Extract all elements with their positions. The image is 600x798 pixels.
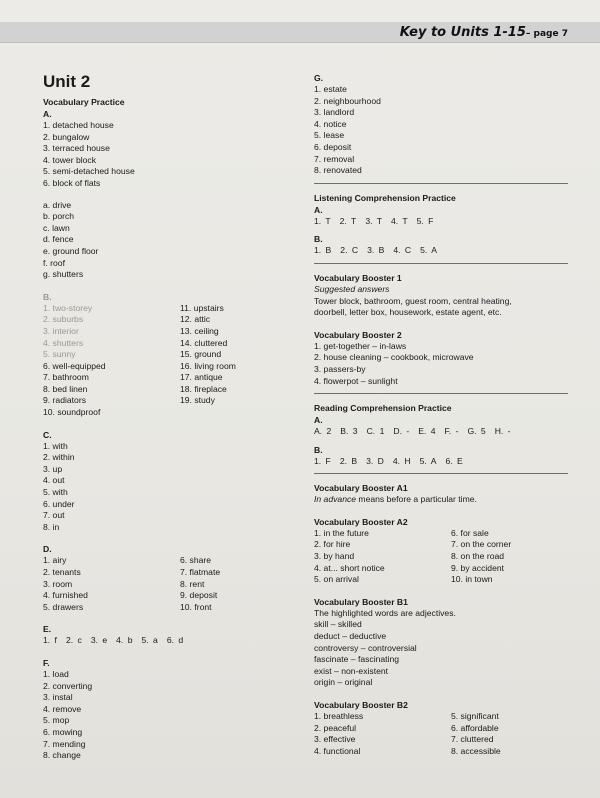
vocabulary-booster-b2-list: [314, 711, 570, 757]
answer: 3. D: [366, 455, 384, 466]
section-b-list: [43, 303, 283, 419]
list-item: 4. remove: [43, 703, 82, 714]
list-item: 8. change: [43, 750, 81, 761]
list-item: a. drive: [43, 199, 72, 210]
list-item: 5. with: [43, 487, 68, 498]
answer: B. 3: [340, 426, 358, 437]
list-item: c. lawn: [43, 222, 70, 233]
list-item: 1. load: [43, 668, 69, 679]
list-item: 3. terraced house: [43, 143, 110, 154]
reading-b-row: [314, 456, 570, 468]
answer: 4. C: [393, 245, 412, 256]
answer: 5. A: [420, 245, 437, 256]
vocabulary-booster-b2-heading: Vocabulary Booster B2: [314, 700, 408, 710]
list-item: g. shutters: [43, 269, 84, 280]
answer: G. 5: [467, 426, 486, 437]
right-column: [314, 72, 570, 757]
answer: 2. C: [340, 245, 359, 256]
answer: 5. A: [419, 455, 437, 466]
list-item: 2. peaceful: [314, 722, 357, 733]
list-item: 8. on the road: [451, 551, 505, 562]
list-item: 14. cluttered: [180, 337, 228, 348]
section-c-list: [43, 441, 283, 534]
word-pair: controversy – controversial: [314, 642, 417, 653]
text-line: The highlighted words are adjectives.: [314, 607, 456, 618]
answer: 1. F: [314, 455, 331, 466]
list-item: 3. instal: [43, 692, 73, 703]
list-item: 5. lease: [314, 130, 345, 141]
answer: 2. B: [339, 455, 358, 466]
listening-a-label: A.: [314, 204, 323, 215]
list-item: 4. flowerpot – sunlight: [314, 375, 398, 386]
answer: A. 2: [314, 426, 332, 437]
list-item: 16. living room: [180, 360, 236, 371]
list-item: 5. mop: [43, 715, 70, 726]
answer: 3. T: [365, 215, 382, 226]
list-item: 4. functional: [314, 745, 361, 756]
answer: 3. e: [90, 635, 108, 646]
list-item: 3. effective: [314, 734, 356, 745]
answer: 4. T: [390, 215, 408, 226]
list-item: 6. under: [43, 498, 75, 509]
list-item: 4. tower block: [43, 154, 97, 165]
reading-a-row: [314, 426, 570, 438]
list-item: 10. front: [180, 601, 212, 612]
divider: [314, 473, 568, 474]
answer: 2. c: [65, 635, 82, 646]
answer: 4. b: [116, 635, 133, 646]
list-item: 8. renovated: [314, 165, 362, 176]
list-item: e. ground floor: [43, 245, 99, 256]
list-item: 1. in the future: [314, 527, 369, 538]
vocabulary-booster-2-heading: Vocabulary Booster 2: [314, 329, 402, 340]
list-item: 5. on arrival: [314, 574, 359, 585]
section-d-list: [43, 555, 283, 613]
list-item: 3. up: [43, 463, 63, 474]
list-item: 1. airy: [43, 555, 67, 566]
definition-text: means before a particular time.: [356, 494, 477, 505]
list-item: 12. attic: [180, 314, 211, 325]
list-item: 3. interior: [43, 325, 79, 336]
list-item: b. porch: [43, 211, 75, 222]
answer: 1. T: [314, 215, 331, 226]
answer: 6. d: [166, 635, 184, 646]
section-b-label: B.: [43, 291, 52, 302]
answer: 5. a: [141, 635, 158, 646]
list-item: 4. shutters: [43, 337, 84, 348]
list-item: 4. out: [43, 475, 65, 486]
answer: H. -: [494, 426, 511, 437]
list-item: 1. two-storey: [43, 302, 93, 313]
list-item: 10. in town: [451, 574, 493, 585]
divider: [314, 393, 568, 394]
reading-heading: Reading Comprehension Practice: [314, 403, 452, 414]
vocabulary-practice-heading: Vocabulary Practice: [43, 97, 125, 107]
section-f-label: F.: [43, 657, 50, 668]
list-item: 3. landlord: [314, 107, 355, 118]
word-pair: origin – original: [314, 677, 373, 688]
defined-term: In advance: [314, 494, 357, 505]
list-item: 6. deposit: [314, 141, 352, 152]
list-item: 2. converting: [43, 680, 93, 691]
section-e-label: E.: [43, 624, 52, 635]
vocabulary-booster-a2-heading: Vocabulary Booster A2: [314, 516, 408, 527]
list-item: 6. well-equipped: [43, 360, 106, 371]
reading-b-label: B.: [314, 444, 323, 455]
answer: 4. H: [392, 455, 411, 466]
list-item: 9. radiators: [43, 395, 86, 406]
list-item: f. roof: [43, 257, 65, 268]
list-item: 7. removal: [314, 153, 355, 164]
list-item: 9. deposit: [180, 590, 218, 601]
list-item: 7. flatmate: [180, 567, 221, 577]
reading-a-label: A.: [314, 415, 323, 426]
section-c-label: C.: [43, 429, 52, 440]
list-item: 1. breathless: [314, 711, 364, 721]
list-item: 7. out: [43, 510, 65, 521]
list-item: 2. suburbs: [43, 314, 84, 325]
list-item: 5. drawers: [43, 601, 84, 612]
list-item: 1. estate: [314, 84, 347, 94]
left-column: [43, 72, 283, 762]
list-item: 2. within: [43, 452, 75, 463]
header-title: Key to Units 1-15: [399, 25, 526, 40]
answer: 6. E: [445, 455, 463, 466]
list-item: 2. house cleaning – cookbook, microwave: [314, 352, 474, 363]
answer: E. 4: [418, 426, 436, 437]
list-item: 1. detached house: [43, 120, 114, 130]
list-item: d. fence: [43, 234, 74, 245]
list-item: 5. significant: [451, 711, 499, 721]
list-item: 5. sunny: [43, 349, 76, 360]
answer: C. 1: [366, 426, 385, 437]
header-page-number: – page 7: [525, 29, 568, 39]
list-item: 3. by hand: [314, 551, 355, 562]
vocabulary-booster-a1-heading: Vocabulary Booster A1: [314, 483, 408, 494]
list-item: 18. fireplace: [180, 383, 227, 394]
listening-heading: Listening Comprehension Practice: [314, 192, 456, 203]
listening-b-label: B.: [314, 234, 323, 245]
section-a-list: [43, 120, 283, 190]
list-item: 6. share: [180, 555, 212, 566]
answer: 2. T: [339, 215, 357, 226]
list-item: 8. accessible: [451, 745, 501, 756]
list-item: 3. room: [43, 578, 73, 589]
definition-line: [314, 494, 570, 506]
section-g-label: G.: [314, 73, 324, 83]
list-item: 7. mending: [43, 738, 86, 749]
list-item: 15. ground: [180, 349, 222, 360]
suggested-answers-note: Suggested answers: [314, 283, 390, 294]
word-pair: exist – non-existent: [314, 665, 389, 676]
answer: F. -: [444, 426, 459, 437]
word-pair: fascinate – fascinating: [314, 654, 400, 665]
list-item: 2. bungalow: [43, 131, 90, 142]
list-item: 4. notice: [314, 118, 347, 129]
list-item: 7. cluttered: [451, 734, 494, 745]
list-item: 10. soundproof: [43, 407, 101, 418]
running-header: [400, 25, 568, 40]
list-item: 5. semi-detached house: [43, 166, 135, 177]
list-item: 6. mowing: [43, 726, 83, 737]
list-item: 4. at... short notice: [314, 562, 385, 573]
answer: 1. B: [314, 245, 332, 256]
vocabulary-booster-a2-list: [314, 528, 570, 586]
text-line: Tower block, bathroom, guest room, central heating,: [314, 295, 512, 306]
list-item: 2. tenants: [43, 567, 81, 577]
list-item: 1. with: [43, 440, 68, 451]
vocabulary-booster-b1-heading: Vocabulary Booster B1: [314, 596, 408, 607]
list-item: 11. upstairs: [180, 302, 224, 313]
text-line: doorbell, letter box, housework, estate agent, etc.: [314, 307, 502, 318]
listening-a-row: [314, 216, 570, 228]
list-item: 6. block of flats: [43, 177, 101, 188]
section-a-letter-list: [43, 200, 283, 281]
section-g-list: [314, 84, 570, 177]
answer: 3. B: [367, 245, 385, 256]
list-item: 8. bed linen: [43, 383, 88, 394]
list-item: 1. get-together – in-laws: [314, 340, 407, 351]
word-pair: skill – skilled: [314, 619, 362, 630]
divider: [314, 263, 568, 264]
answer: 5. F: [416, 215, 434, 226]
list-item: 13. ceiling: [180, 325, 219, 336]
list-item: 4. furnished: [43, 590, 88, 601]
answer: 1. f: [43, 635, 57, 646]
list-item: 6. for sale: [451, 527, 489, 538]
section-f-list: [43, 669, 283, 762]
list-item: 6. affordable: [451, 722, 499, 733]
list-item: 9. by accident: [451, 562, 505, 573]
section-e-row: [43, 635, 283, 647]
list-item: 17. antique: [180, 372, 223, 383]
list-item: 7. bathroom: [43, 372, 89, 383]
divider: [314, 183, 568, 184]
section-a-label: A.: [43, 109, 52, 119]
vocabulary-booster-1-heading: Vocabulary Booster 1: [314, 272, 402, 283]
list-item: 19. study: [180, 395, 215, 406]
list-item: 8. in: [43, 521, 60, 532]
listening-b-row: [314, 245, 570, 257]
list-item: 7. on the corner: [451, 539, 512, 550]
list-item: 2. neighbourhood: [314, 95, 381, 106]
section-d-label: D.: [43, 544, 52, 555]
unit-title: Unit 2: [43, 72, 91, 91]
list-item: 8. rent: [180, 578, 205, 589]
list-item: 3. passers-by: [314, 363, 366, 374]
list-item: 2. for hire: [314, 539, 351, 550]
answer: D. -: [393, 426, 410, 437]
word-pair: deduct – deductive: [314, 631, 387, 642]
